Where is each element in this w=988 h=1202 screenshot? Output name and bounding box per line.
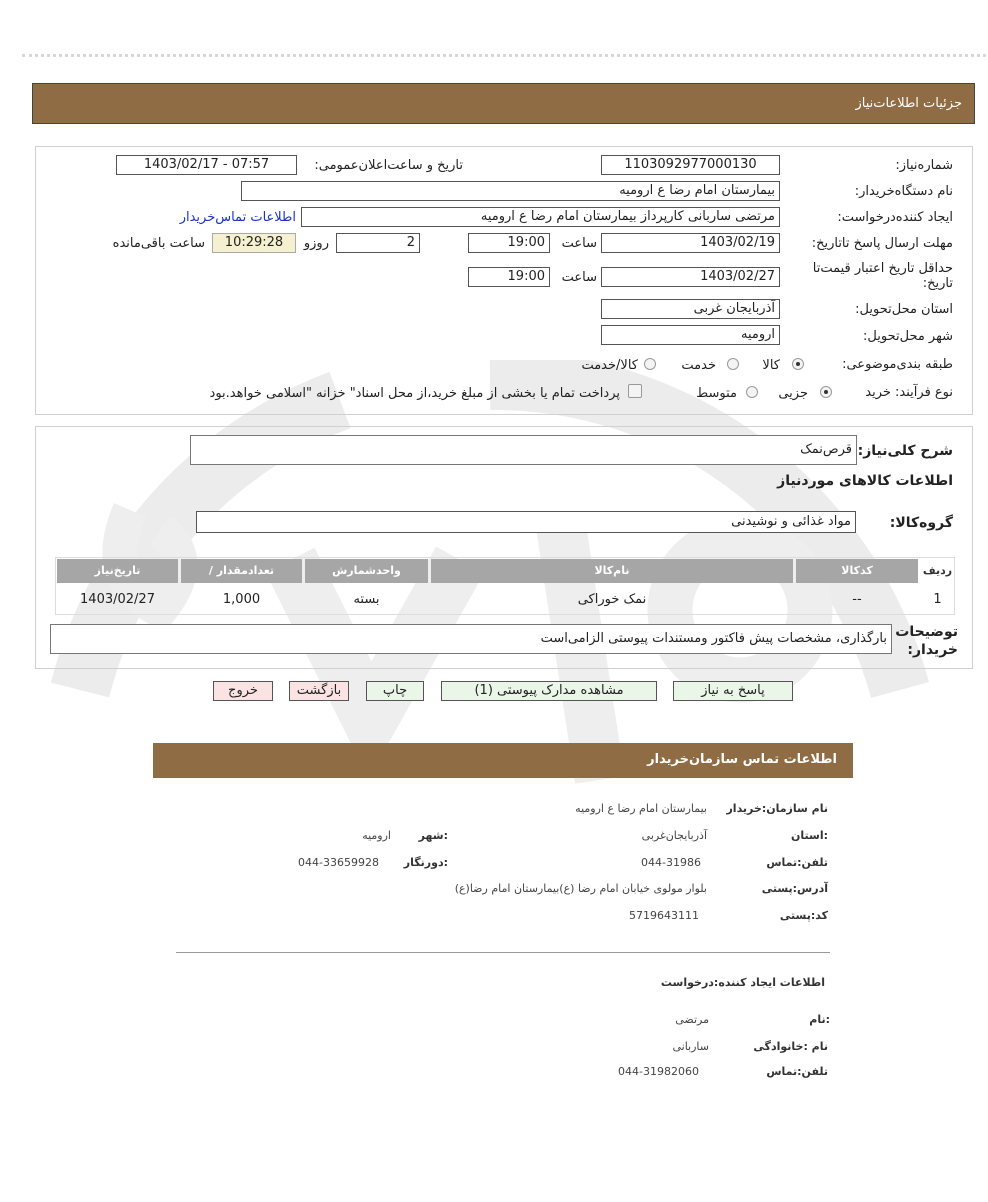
category-radio-both[interactable] (644, 358, 656, 370)
process-radio-small[interactable] (820, 386, 832, 398)
category-radio-service[interactable] (727, 358, 739, 370)
contact-city-label: :شهر (418, 829, 448, 842)
back-button[interactable]: بازگشت (289, 681, 349, 701)
creator-name-label: :نام (809, 1013, 830, 1026)
table-cell-row-number: 1 (933, 592, 942, 607)
treasury-checkbox[interactable] (628, 384, 642, 398)
creator-field: مرتضی ساربانی کارپرداز بیمارستان امام رضا ع ارومیه (301, 207, 780, 227)
table-header-need-date: تاریخ‌نیاز (57, 559, 178, 583)
process-option-medium: متوسط (696, 386, 737, 401)
category-radio-goods[interactable] (792, 358, 804, 370)
category-option-service: خدمت (681, 358, 716, 373)
view-attachments-button[interactable]: مشاهده مدارک پیوستی (1) (441, 681, 657, 701)
table-cell-quantity: 1,000 (222, 592, 261, 607)
announce-field: 1403/02/17 - 07:57 (116, 155, 297, 175)
remaining-label: ساعت باقی‌مانده (112, 236, 205, 251)
page-header (32, 83, 975, 124)
buyer-notes-field: بارگذاری، مشخصات پیش فاکتور ومستندات پیوستی الزامی‌است (50, 624, 892, 654)
group-label: گروه‌کالا: (889, 515, 953, 531)
contact-province-label: :استان (791, 829, 828, 842)
section-divider (176, 952, 830, 953)
need-number-field: 1103092977000130 (601, 155, 780, 175)
province-label: استان محل‌تحویل: (855, 302, 953, 317)
summary-field: قرص‌نمک (190, 435, 857, 465)
contact-address-label: آدرس‌:پستی (761, 882, 828, 895)
contact-phone-label: تلفن‌:تماس (766, 856, 828, 869)
creator-label: ایجاد کننده‌درخواست: (837, 210, 953, 225)
buyer-org-label: نام دستگاه‌خریدار: (854, 184, 953, 199)
process-option-small: جزیی (778, 386, 808, 401)
contact-section-header (153, 743, 853, 778)
validity-label-2: تاریخ: (922, 276, 953, 291)
table-cell-unit: بسته (353, 592, 380, 607)
validity-date-field: 1403/02/27 (601, 267, 780, 287)
creator-info-title: اطلاعات ایجاد کننده‌:درخواست (660, 976, 825, 989)
buyer-notes-label-2: خریدار: (907, 642, 958, 658)
city-label: شهر محل‌تحویل: (863, 329, 953, 344)
contact-fax-value: 044-33659928 (298, 856, 379, 869)
province-field: آذربایجان غربی (601, 299, 780, 319)
contact-address-value: بلوار مولوی خیابان امام رضا (ع)بیمارستان امام رضا(ع) (454, 882, 707, 895)
table-cell-name: نمک خوراکی (577, 592, 647, 607)
need-number-label: شماره‌نیاز: (895, 158, 953, 173)
process-radio-medium[interactable] (746, 386, 758, 398)
summary-label: شرح کلی‌نیاز: (857, 443, 953, 459)
contact-org-label: نام سازمان‌:خریدار (726, 802, 828, 815)
validity-time-label: ساعت (561, 270, 597, 285)
category-option-goods: کالا (762, 358, 780, 373)
deadline-time-field: 19:00 (468, 233, 550, 253)
days-label: روزو (303, 236, 329, 251)
page-header-title: جزئیات اطلاعات‌نیاز (855, 96, 962, 111)
print-button[interactable]: چاپ (366, 681, 424, 701)
table-cell-code: -- (852, 592, 862, 607)
buyer-org-field: بیمارستان امام رضا ع ارومیه (241, 181, 780, 201)
table-header-unit: واحدشمارش (305, 559, 428, 583)
exit-button[interactable]: خروج (213, 681, 273, 701)
announce-label: تاریخ و ساعت‌اعلان‌عمومی: (314, 158, 463, 173)
category-label: طبقه بندی‌موضوعی: (842, 357, 953, 372)
city-field: ارومیه (601, 325, 780, 345)
table-cell-need-date: 1403/02/27 (80, 592, 155, 607)
treasury-note: پرداخت تمام یا بخشی از مبلغ خرید،از محل اسناد" خزانه "اسلامی خواهد.بود (209, 386, 620, 401)
contact-province-value: آذربایجان‌غربی (641, 829, 707, 842)
table-header-quantity: تعداد‌مقدار / (181, 559, 302, 583)
contact-section-title: اطلاعات تماس سازمان‌خریدار (647, 752, 837, 767)
table-header-row-number: ردیف (922, 564, 953, 577)
creator-phone-label: تلفن‌:تماس (766, 1065, 828, 1078)
contact-postal-label: کد‌:پستی (779, 909, 828, 922)
group-field: مواد غذائی و نوشیدنی (196, 511, 856, 533)
contact-org-value: بیمارستان امام رضا ع ارومیه (575, 802, 707, 815)
category-option-both: کالا/خدمت (581, 358, 638, 373)
creator-family-value: ساربانی (672, 1040, 709, 1053)
process-label: نوع فرآیند: خرید (865, 385, 953, 400)
deadline-time-label: ساعت (561, 236, 597, 251)
creator-family-label: نام :خانوادگی (753, 1040, 828, 1053)
buyer-notes-label: توضیحات (895, 624, 958, 640)
validity-time-field: 19:00 (468, 267, 550, 287)
contact-city-value: ارومیه (362, 829, 391, 842)
contact-phone-value: 044-31986 (641, 856, 701, 869)
contact-fax-label: :دورنگار (403, 856, 448, 869)
remaining-time-field: 10:29:28 (212, 233, 296, 253)
goods-title: اطلاعات کالاهای موردنیاز (777, 473, 953, 489)
creator-name-value: مرتضی (675, 1013, 709, 1026)
creator-phone-value: 044-31982060 (618, 1065, 699, 1078)
validity-label: حداقل تاریخ اعتبار قیمت‌تا (812, 261, 953, 276)
top-divider (22, 54, 986, 57)
deadline-date-field: 1403/02/19 (601, 233, 780, 253)
table-header-name: نام‌کالا (431, 559, 793, 583)
table-header-code: کدکالا (796, 559, 918, 583)
deadline-label: مهلت ارسال پاسخ تا‌تاریخ: (811, 236, 953, 251)
buyer-contact-link[interactable]: اطلاعات تماس‌خریدار (179, 210, 296, 225)
reply-button[interactable]: پاسخ به نیاز (673, 681, 793, 701)
days-field: 2 (336, 233, 420, 253)
contact-postal-value: 5719643111 (629, 909, 699, 922)
